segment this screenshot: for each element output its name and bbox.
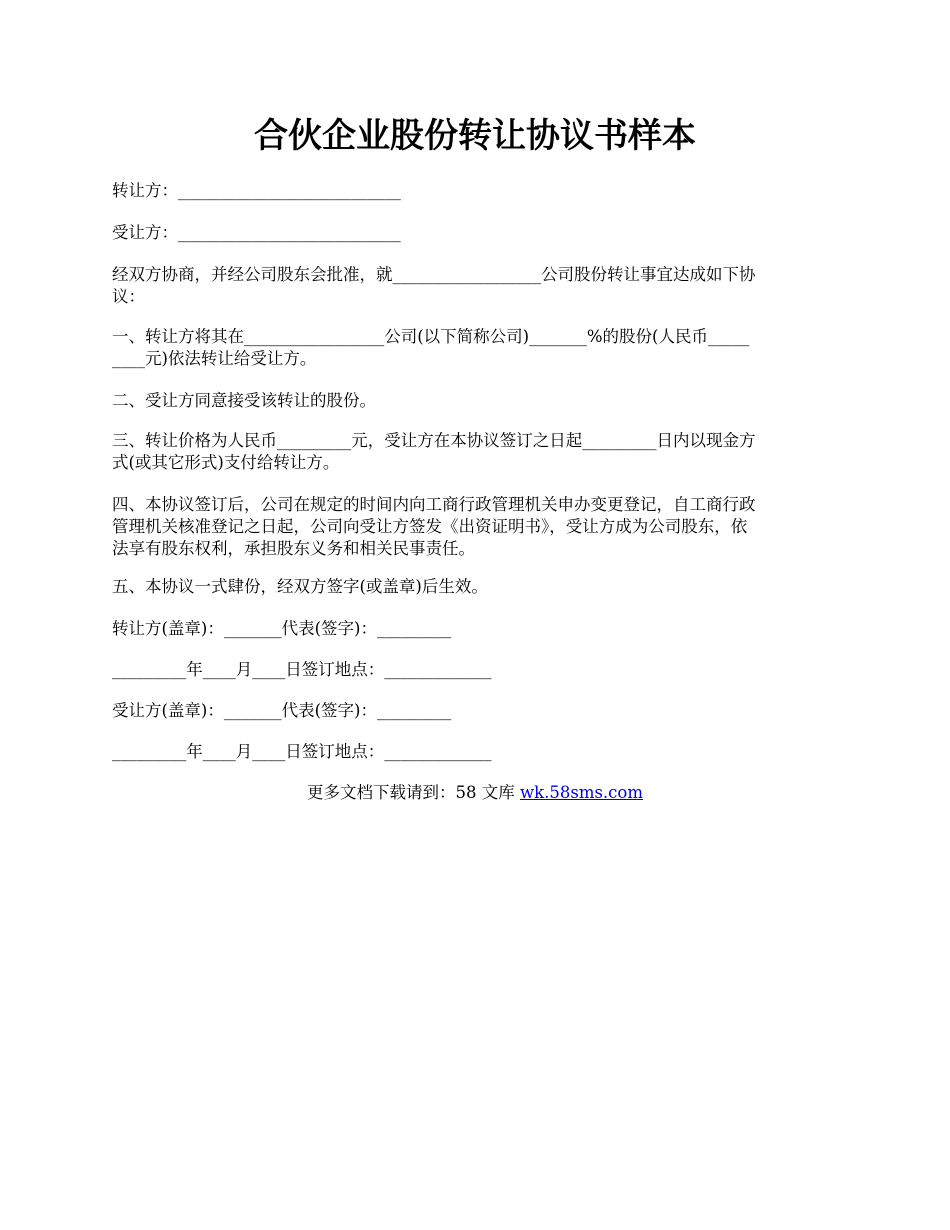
transferor-text: 转让方：___________________________ xyxy=(112,181,401,200)
transferor-signature-text: 转让方(盖章)：_______代表(签字)：_________ xyxy=(112,619,452,638)
transferee-text: 受让方：___________________________ xyxy=(112,223,401,242)
clause-5-line-1: 五、本协议一式肆份，经双方签字(或盖章)后生效。 xyxy=(112,577,488,596)
transferee-line xyxy=(112,222,838,244)
download-footer xyxy=(112,782,838,804)
clause-1-line-2: ____元)依法转让给受让方。 xyxy=(112,349,317,368)
clause-5-paragraph xyxy=(112,576,838,598)
clause-1-line-1: 一、转让方将其在_________________公司(以下简称公司)_______%的股份(人民币_____ xyxy=(112,327,750,346)
transferor-date-place-text: _________年____月____日签订地点：_____________ xyxy=(112,660,492,679)
preamble-line-2: 议： xyxy=(112,287,145,306)
transferee-date-place-text: _________年____月____日签订地点：_____________ xyxy=(112,742,492,761)
clause-4-line-2: 管理机关核准登记之日起，公司向受让方签发《出资证明书》，受让方成为公司股东，依 xyxy=(112,517,748,536)
clause-4-line-1: 四、本协议签订后，公司在规定的时间内向工商行政管理机关申办变更登记，自工商行政 xyxy=(112,495,756,514)
transferor-date-place-line xyxy=(112,659,838,681)
footer-text: 更多文档下载请到：58 文库 xyxy=(306,783,520,802)
clause-3-line-1: 三、转让价格为人民币_________元，受让方在本协议签订之日起_________日内以现金方 xyxy=(112,431,756,450)
preamble-paragraph xyxy=(112,264,838,308)
clause-1-paragraph xyxy=(112,326,838,370)
transferor-signature-line xyxy=(112,618,838,640)
footer-link[interactable]: wk.58sms.com xyxy=(519,783,643,802)
clause-4-line-3: 法享有股东权利，承担股东义务和相关民事责任。 xyxy=(112,539,475,558)
transferee-signature-text: 受让方(盖章)：_______代表(签字)：_________ xyxy=(112,701,452,720)
clause-4-paragraph xyxy=(112,494,838,560)
document-title: 合伙企业股份转让协议书样本 xyxy=(254,116,696,156)
transferee-date-place-line xyxy=(112,741,838,763)
clause-3-line-2: 式(或其它形式)支付给转让方。 xyxy=(112,453,340,472)
transferee-signature-line xyxy=(112,700,838,722)
transferor-line xyxy=(112,180,838,202)
preamble-line-1: 经双方协商，并经公司股东会批准，就__________________公司股份转让事宜达成如下协 xyxy=(112,265,756,284)
clause-3-paragraph xyxy=(112,430,838,474)
clause-2-paragraph xyxy=(112,390,838,412)
clause-2-line-1: 二、受让方同意接受该转让的股份。 xyxy=(112,391,376,410)
